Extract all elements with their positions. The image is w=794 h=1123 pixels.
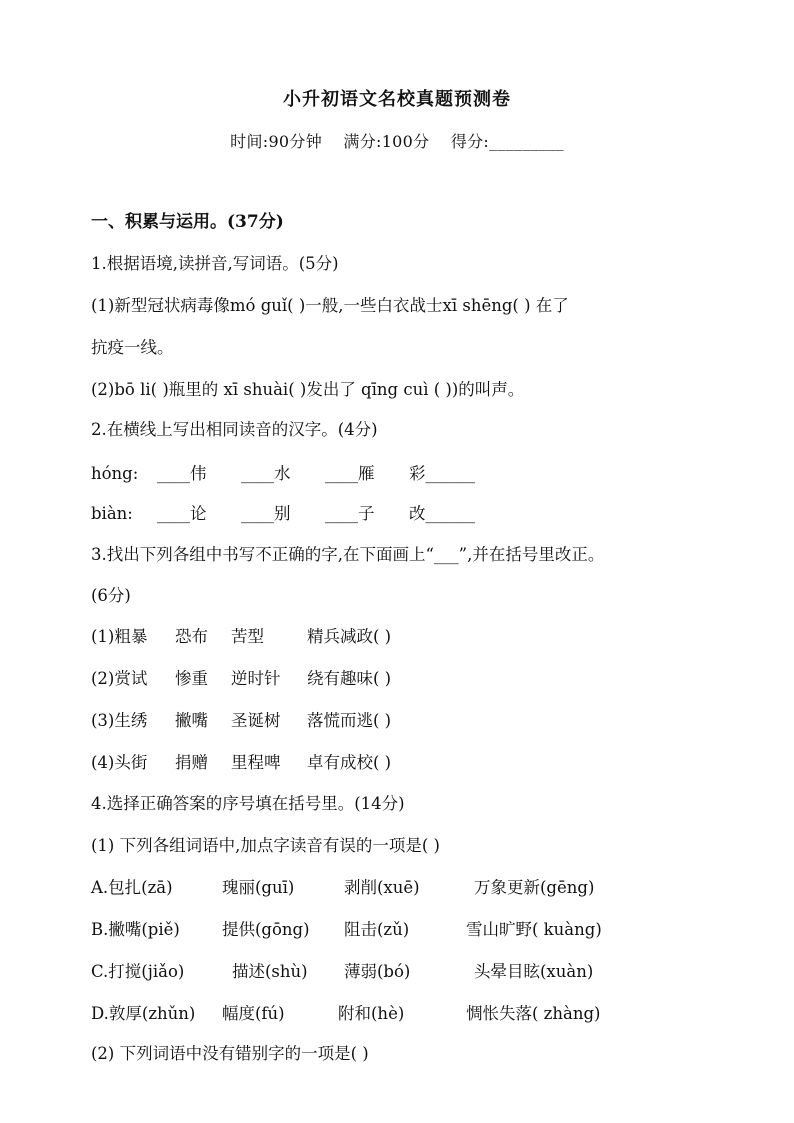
fill-item: ____伟 bbox=[157, 464, 207, 483]
question-1-line: 抗疫一线。 bbox=[91, 338, 174, 357]
option-item: 幅度(fú) bbox=[222, 1004, 285, 1023]
option-item: 头晕目眩(xuàn) bbox=[474, 962, 594, 981]
option-item: 剥削(xuē) bbox=[344, 878, 420, 897]
question-2-stem: 2.在横线上写出相同读音的汉字。(4分) bbox=[91, 420, 378, 439]
word-group: 逆时针 bbox=[231, 669, 281, 688]
word-group: 精兵减政( ) bbox=[307, 627, 392, 646]
word-group: (2)赏试 bbox=[91, 669, 148, 688]
fill-item: ____子 bbox=[325, 504, 375, 523]
section-heading: 一、积累与运用。(37分) bbox=[91, 212, 284, 232]
option-item: A.包扎(zā) bbox=[91, 878, 173, 897]
question-1-line: (2)bō li( )瓶里的 xī shuài( )发出了 qīng cuì ( ))的叫声。 bbox=[91, 380, 525, 399]
word-group: (3)生绣 bbox=[91, 711, 148, 730]
fill-item: ____别 bbox=[241, 504, 291, 523]
pinyin-label: biàn: bbox=[91, 504, 133, 523]
word-group: 落慌而逃( ) bbox=[307, 711, 392, 730]
word-group: 惨重 bbox=[175, 669, 208, 688]
option-item: 薄弱(bó) bbox=[344, 962, 411, 981]
option-item: 万象更新(gēng) bbox=[474, 878, 595, 897]
word-group: 里程啤 bbox=[231, 753, 281, 772]
question-1-line: (1)新型冠状病毒像mó guǐ( )一般,一些白衣战士xī shēng( ) 在了 bbox=[91, 296, 569, 315]
word-group: 恐布 bbox=[175, 627, 208, 646]
word-group: 卓有成校( ) bbox=[307, 753, 392, 772]
fill-item: ____雁 bbox=[325, 464, 375, 483]
option-item: 提供(gōng) bbox=[222, 920, 310, 939]
option-item: C.打搅(jiǎo) bbox=[91, 962, 185, 981]
fill-item: 彩______ bbox=[409, 464, 475, 483]
word-group: 撇嘴 bbox=[175, 711, 208, 730]
question-4-stem: 4.选择正确答案的序号填在括号里。(14分) bbox=[91, 794, 405, 813]
full-score: 满分:100分 bbox=[343, 132, 430, 151]
option-item: 瑰丽(guī) bbox=[222, 878, 295, 897]
word-group: (1)粗暴 bbox=[91, 627, 148, 646]
option-item: 雪山旷野( kuàng) bbox=[466, 920, 602, 939]
question-4-sub-2: (2) 下列词语中没有错别字的一项是( ) bbox=[91, 1044, 369, 1063]
option-item: 描述(shù) bbox=[232, 962, 308, 981]
question-1-stem: 1.根据语境,读拼音,写词语。(5分) bbox=[91, 254, 339, 273]
option-item: B.撇嘴(piě) bbox=[91, 920, 180, 939]
fill-item: ____论 bbox=[157, 504, 207, 523]
word-group: 捐赠 bbox=[175, 753, 208, 772]
option-item: 惆怅失落( zhàng) bbox=[466, 1004, 601, 1023]
exam-meta bbox=[0, 129, 794, 152]
time-limit: 时间:90分钟 bbox=[230, 132, 323, 151]
word-group: 圣诞树 bbox=[231, 711, 281, 730]
score-field: 得分:_________ bbox=[450, 132, 564, 151]
option-item: 附和(hè) bbox=[338, 1004, 405, 1023]
fill-item: ____水 bbox=[241, 464, 291, 483]
pinyin-label: hóng: bbox=[91, 464, 139, 483]
option-item: 阻击(zǔ) bbox=[344, 920, 410, 939]
page-title: 小升初语文名校真题预测卷 bbox=[283, 89, 511, 110]
word-group: 绕有趣味( ) bbox=[307, 669, 392, 688]
option-item: D.敦厚(zhǔn) bbox=[91, 1004, 196, 1023]
question-3-stem: 3.找出下列各组中书写不正确的字,在下面画上“___”,并在括号里改正。 bbox=[91, 545, 605, 564]
word-group: (4)头街 bbox=[91, 753, 148, 772]
fill-item: 改______ bbox=[409, 504, 475, 523]
question-3-points: (6分) bbox=[91, 586, 131, 605]
question-4-sub-1: (1) 下列各组词语中,加点字读音有误的一项是( ) bbox=[91, 836, 440, 855]
word-group: 苦型 bbox=[231, 627, 264, 646]
